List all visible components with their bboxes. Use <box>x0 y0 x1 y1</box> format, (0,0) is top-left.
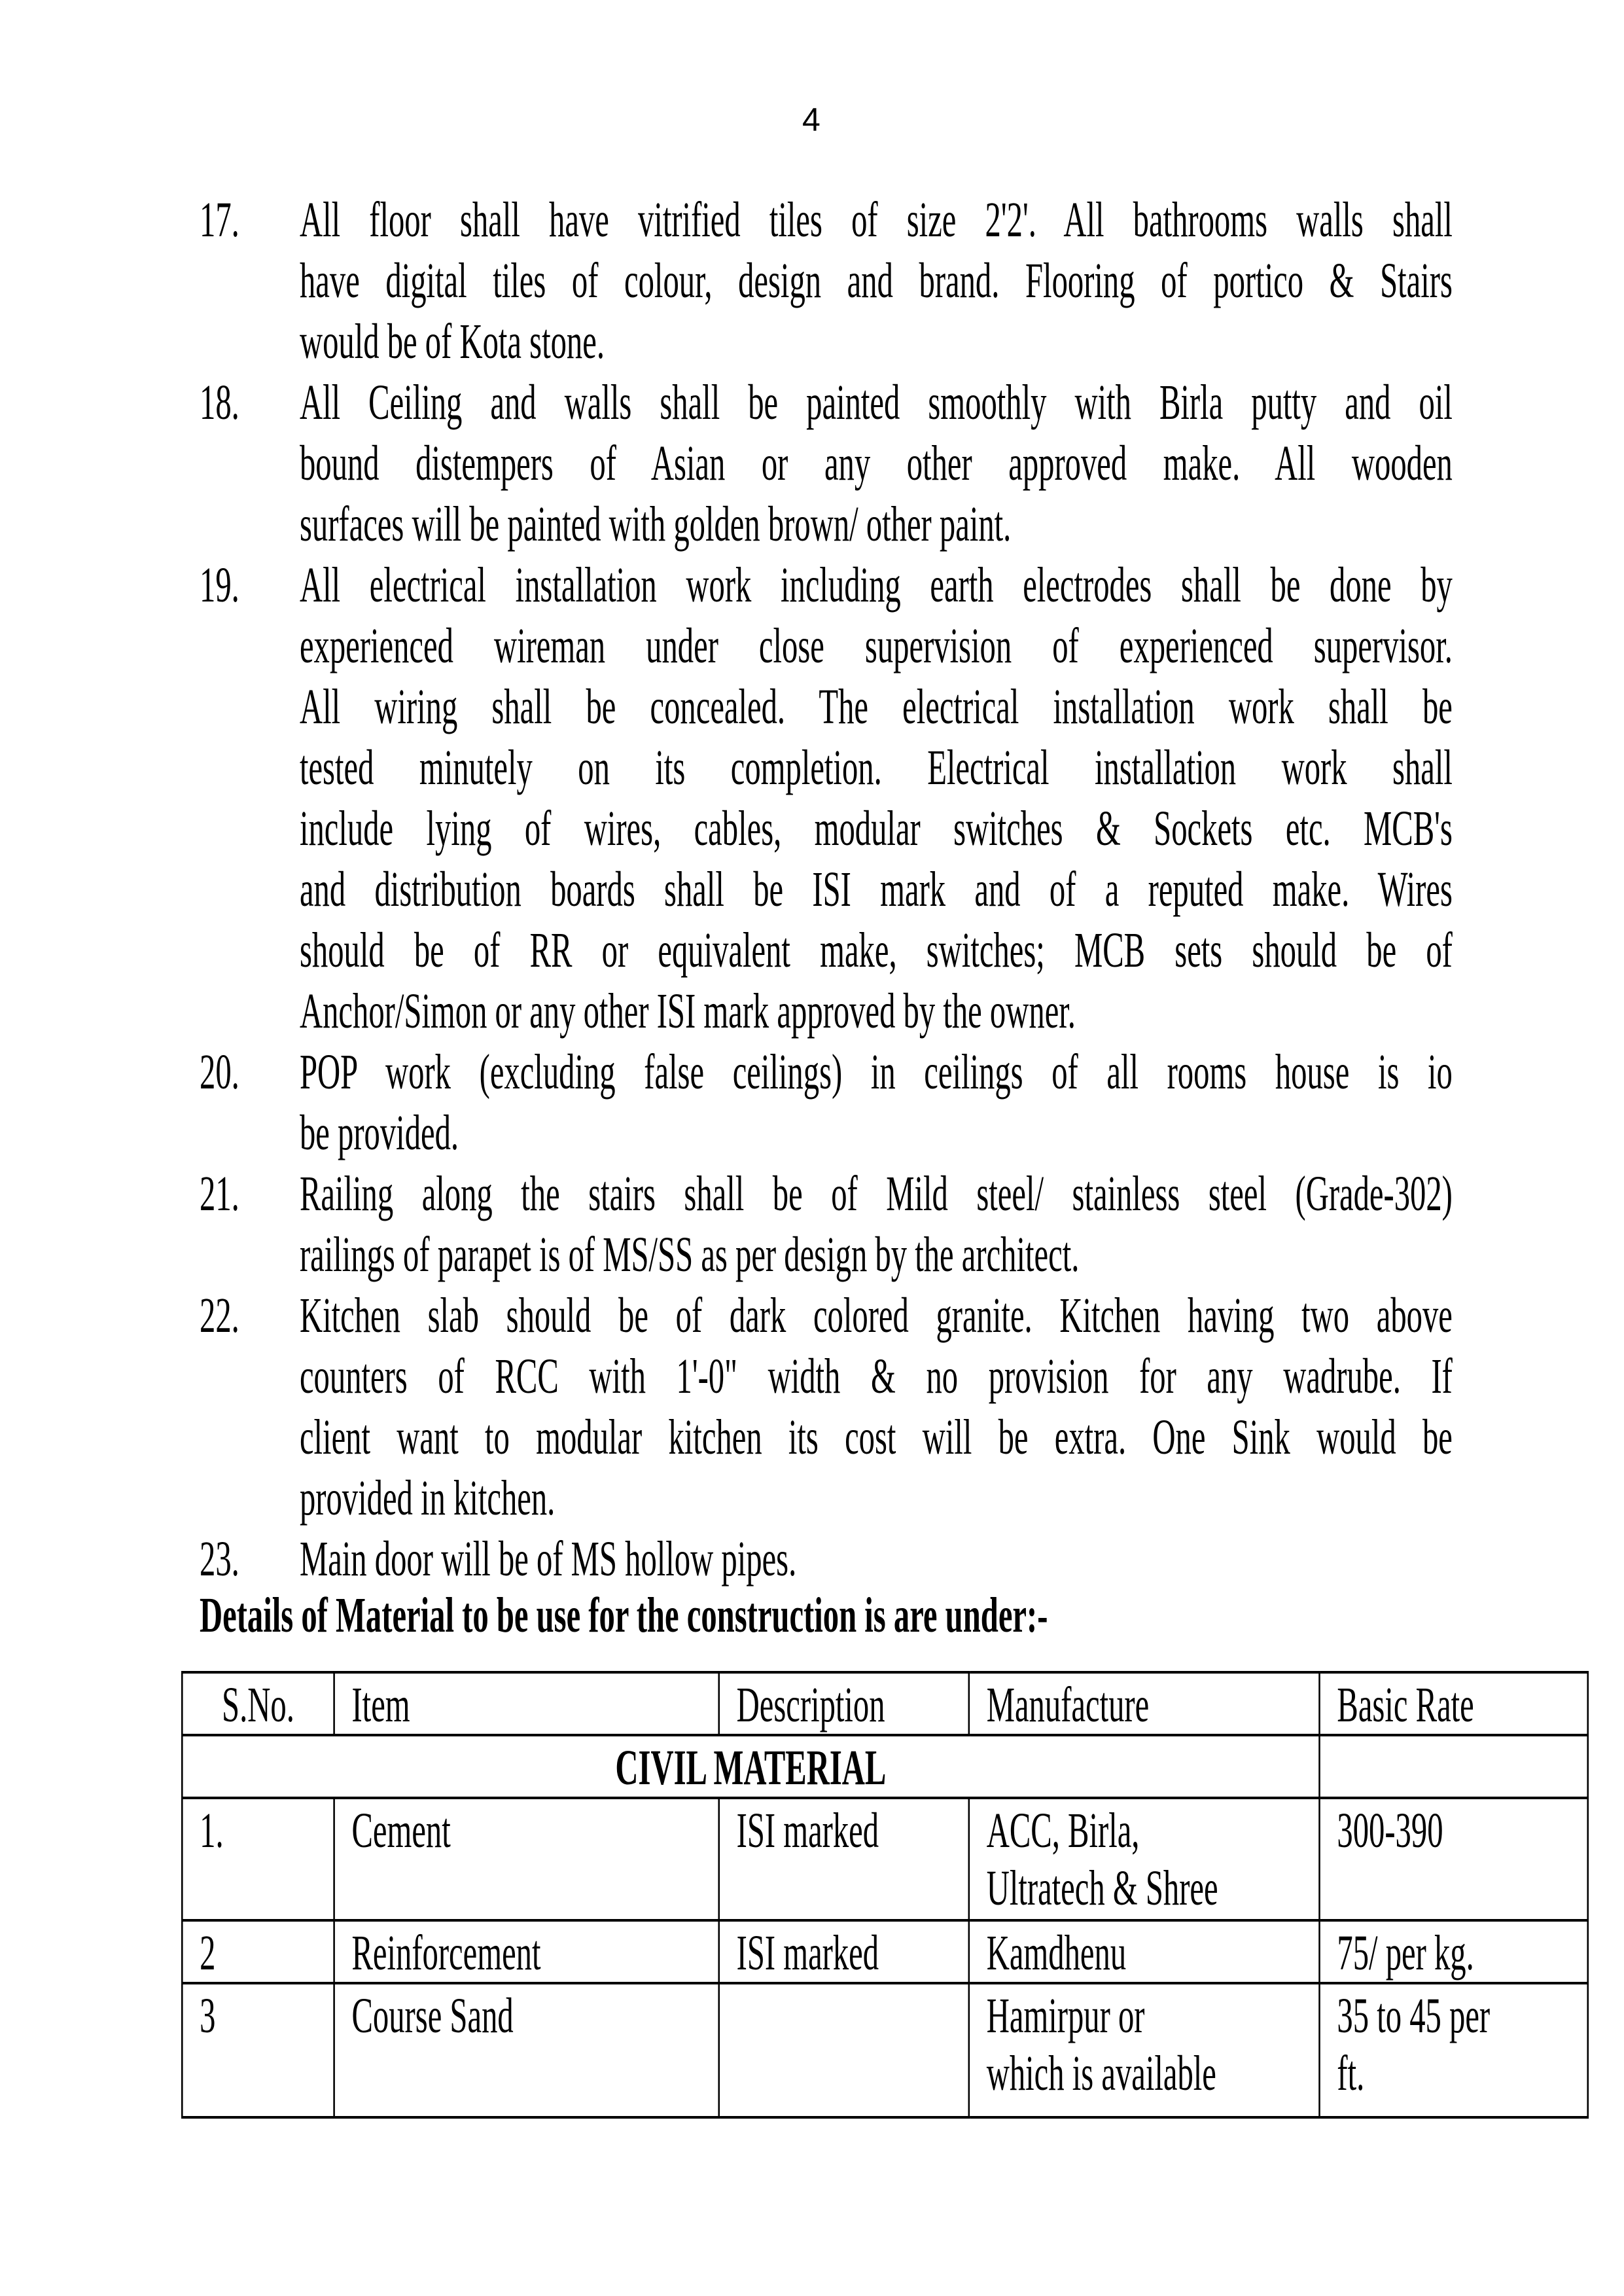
table-row <box>182 1983 1587 2117</box>
column-header: Basic Rate <box>1320 1672 1588 1735</box>
list-item-line <box>200 1285 1453 1346</box>
list-item-line <box>200 1042 1453 1103</box>
item-text: Railing along the stairs shall be of Mild steel/ stainless steel (Grade-302) <box>299 1166 1453 1221</box>
list-item-line <box>200 251 1453 312</box>
materials-table <box>181 1671 1589 2119</box>
page-number: 4 <box>802 101 821 138</box>
table-header-row <box>182 1672 1587 1735</box>
item-text: be provided. <box>299 1105 459 1160</box>
item-text: All floor shall have vitrified tiles of size 2'2'. All bathrooms walls shall <box>299 192 1453 247</box>
item-text: provided in kitchen. <box>299 1471 556 1526</box>
item-text: should be of RR or equivalent make, switches; MCB sets should be of <box>299 923 1453 978</box>
cell-line: ft. <box>1337 2046 1365 2101</box>
item-text: and distribution boards shall be ISI mark and of a reputed make. Wires <box>299 862 1453 917</box>
table-row <box>182 1920 1587 1983</box>
cell-sno: 2 <box>182 1920 334 1983</box>
section-label: CIVIL MATERIAL <box>182 1735 1319 1798</box>
list-item-line <box>200 1225 1453 1285</box>
list-item-line <box>200 616 1453 677</box>
item-number: 21. <box>200 1166 239 1221</box>
column-header: Item <box>334 1672 719 1735</box>
column-header: Description <box>719 1672 969 1735</box>
table-section-row <box>182 1735 1587 1798</box>
list-item-line <box>200 555 1453 616</box>
item-text: include lying of wires, cables, modular switches & Sockets etc. MCB's <box>299 801 1453 856</box>
table-row <box>182 1798 1587 1920</box>
cell-line: 35 to 45 per <box>1337 1988 1491 2043</box>
item-number: 17. <box>200 192 239 247</box>
cell-description <box>719 1983 969 2117</box>
item-text: POP work (excluding false ceilings) in ceilings of all rooms house is io <box>299 1045 1453 1100</box>
list-item-line <box>200 738 1453 798</box>
list-item-line <box>200 312 1453 372</box>
item-text: tested minutely on its completion. Electrical installation work shall <box>299 740 1453 795</box>
cell-manufacture <box>969 1798 1320 1920</box>
list-item-line <box>200 1529 1453 1590</box>
cell-line: 300-390 <box>1337 1803 1443 1858</box>
list-item-line <box>200 981 1453 1042</box>
item-text: client want to modular kitchen its cost will be extra. One Sink would be <box>299 1410 1453 1465</box>
item-text: bound distempers of Asian or any other approved make. All wooden <box>299 436 1453 491</box>
item-text: would be of Kota stone. <box>299 314 605 369</box>
cell-manufacture <box>969 1983 1320 2117</box>
cell-sno: 3 <box>182 1983 334 2117</box>
cell-line: Kamdhenu <box>986 1926 1127 1981</box>
list-item-line <box>200 798 1453 859</box>
list-item-line <box>200 920 1453 981</box>
item-number: 19. <box>200 558 239 613</box>
list-item-line <box>200 433 1453 494</box>
table-cell <box>1320 1735 1588 1798</box>
item-number: 20. <box>200 1045 239 1100</box>
list-item-line <box>200 372 1453 433</box>
cell-manufacture <box>969 1920 1320 1983</box>
column-header: S.No. <box>182 1672 334 1735</box>
item-number: 23. <box>200 1532 239 1587</box>
list-item-line <box>200 1164 1453 1225</box>
cell-line: ACC, Birla, <box>986 1803 1140 1858</box>
cell-item: Reinforcement <box>334 1920 719 1983</box>
item-text: have digital tiles of colour, design and brand. Flooring of portico & Stairs <box>299 253 1453 308</box>
column-header: Manufacture <box>969 1672 1320 1735</box>
list-item-line <box>200 1468 1453 1529</box>
item-text: counters of RCC with 1'-0" width & no provision for any wadrube. If <box>299 1349 1453 1404</box>
item-text: surfaces will be painted with golden brown/ other paint. <box>299 497 1012 552</box>
item-text: Kitchen slab should be of dark colored granite. Kitchen having two above <box>299 1288 1453 1343</box>
materials-heading: Details of Material to be use for the construction is are under:- <box>200 1588 1048 1643</box>
list-item-line <box>200 1407 1453 1468</box>
list-item-line <box>200 1103 1453 1164</box>
cell-sno: 1. <box>182 1798 334 1920</box>
cell-basic-rate <box>1320 1798 1588 1920</box>
cell-basic-rate <box>1320 1983 1588 2117</box>
item-number: 22. <box>200 1288 239 1343</box>
list-item-line <box>200 190 1453 251</box>
item-number: 18. <box>200 375 239 430</box>
cell-description: ISI marked <box>719 1920 969 1983</box>
cell-line: which is available <box>986 2046 1216 2101</box>
item-text: All wiring shall be concealed. The electrical installation work shall be <box>299 679 1453 734</box>
item-text: Main door will be of MS hollow pipes. <box>299 1532 797 1587</box>
list-item-line <box>200 859 1453 920</box>
cell-line: Ultratech & Shree <box>986 1861 1218 1916</box>
list-item-line <box>200 677 1453 738</box>
item-text: Anchor/Simon or any other ISI mark approved by the owner. <box>299 984 1076 1039</box>
list-item-line <box>200 494 1453 555</box>
item-text: railings of parapet is of MS/SS as per design by the architect. <box>299 1227 1080 1282</box>
cell-basic-rate <box>1320 1920 1588 1983</box>
cell-line: Hamirpur or <box>986 1988 1145 2043</box>
cell-item: Cement <box>334 1798 719 1920</box>
item-text: All electrical installation work including earth electrodes shall be done by <box>299 558 1453 613</box>
item-text: All Ceiling and walls shall be painted smoothly with Birla putty and oil <box>299 375 1453 430</box>
list-item-line <box>200 1346 1453 1407</box>
cell-line: 75/ per kg. <box>1337 1926 1474 1981</box>
numbered-list <box>200 190 1453 1590</box>
cell-description: ISI marked <box>719 1798 969 1920</box>
cell-item: Course Sand <box>334 1983 719 2117</box>
item-text: experienced wireman under close supervision of experienced supervisor. <box>299 619 1453 673</box>
